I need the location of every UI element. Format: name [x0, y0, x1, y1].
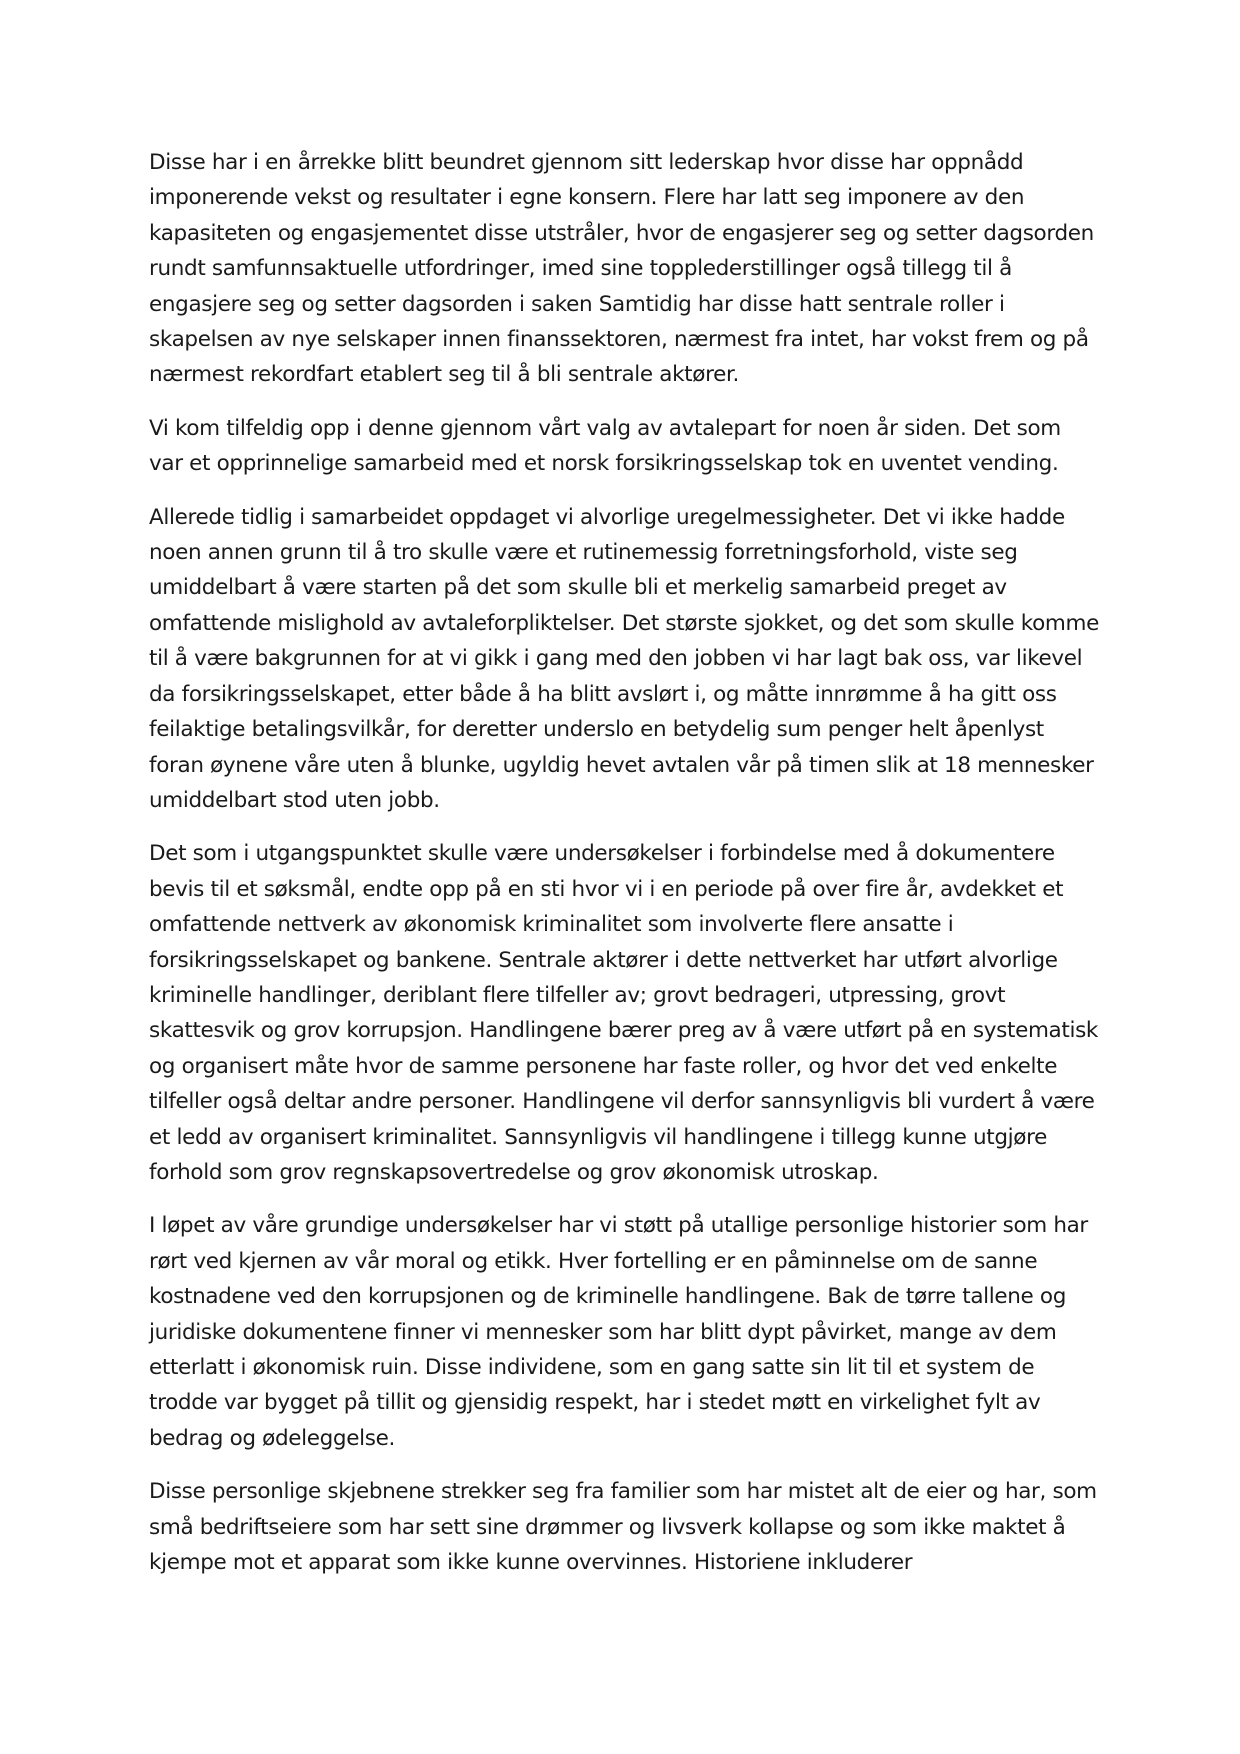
paragraph-5: I løpet av våre grundige undersøkelser har vi støtt på utallige personlige historier som har rørt ved kjernen av vår moral og etikk. Hver fortelling er en påminnelse om de sanne kostnadene ved den korrupsjonen og de kriminelle handlingene. Bak de tørre tallene og juridiske dokumentene finner vi mennesker som har blitt dypt påvirket, mange av dem etterlatt i økonomisk ruin. Disse individene, som en gang satte sin lit til et system de trodde var bygget på tillit og gjensidig respekt, har i stedet møtt en virkelighet fylt av bedrag og ødeleggelse.	[149, 1213, 1088, 1451]
paragraph-3: Allerede tidlig i samarbeidet oppdaget vi alvorlige uregelmessigheter. Det vi ikke hadde noen annen grunn til å tro skulle være et rutinemessig forretningsforhold, viste seg umiddelbart å være starten på det som skulle bli et merkelig samarbeid preget av omfattende mislighold av avtaleforpliktelser. Det største sjokket, og det som skulle komme til å være bakgrunnen for at vi gikk i gang med den jobben vi har lagt bak oss, var likevel da forsikringsselskapet, etter både å ha blitt avslørt i, og måtte innrømme å ha gitt oss feilaktige betalingsvilkår, for deretter underslo en betydelig sum penger helt åpenlyst foran øynene våre uten å blunke, ugyldig hevet avtalen vår på timen slik at 18 mennesker umiddelbart stod uten jobb.	[149, 504, 1099, 813]
document-body	[149, 145, 1099, 1598]
paragraph-1: Disse har i en årrekke blitt beundret gjennom sitt lederskap hvor disse har oppnådd imponerende vekst og resultater i egne konsern. Flere har latt seg imponere av den kapasiteten og engasjementet disse utstråler, hvor de engasjerer seg og setter dagsorden rundt samfunnsaktuelle utfordringer, imed sine topplederstillinger også tillegg til å engasjere seg og setter dagsorden i saken Samtidig har disse hatt sentrale roller i skapelsen av nye selskaper innen finanssektoren, nærmest fra intet, har vokst frem og på nærmest rekordfart etablert seg til å bli sentrale aktører.	[149, 150, 1094, 388]
paragraph-2: Vi kom tilfeldig opp i denne gjennom vårt valg av avtalepart for noen år siden. Det som var et opprinnelige samarbeid med et norsk forsikringsselskap tok en uventet vending.	[149, 415, 1061, 477]
paragraph-4: Det som i utgangspunktet skulle være undersøkelser i forbindelse med å dokumentere bevis til et søksmål, endte opp på en sti hvor vi i en periode på over fire år, avdekket et omfattende nettverk av økonomisk kriminalitet som involverte flere ansatte i forsikringsselskapet og bankene. Sentrale aktører i dette nettverket har utført alvorlige kriminelle handlinger, deriblant flere tilfeller av; grovt bedrageri, utpressing, grovt skattesvik og grov korrupsjon. Handlingene bærer preg av å være utført på en systematisk og organisert måte hvor de samme personene har faste roller, og hvor det ved enkelte tilfeller også deltar andre personer. Handlingene vil derfor sannsynligvis bli vurdert å være et ledd av organisert kriminalitet. Sannsynligvis vil handlingene i tillegg kunne utgjøre forhold som grov regnskapsovertredelse og grov økonomisk utroskap.	[149, 841, 1099, 1185]
paragraph-6: Disse personlige skjebnene strekker seg fra familier som har mistet alt de eier og har, som små bedriftseiere som har sett sine drømmer og livsverk kollapse og som ikke maktet å kjempe mot et apparat som ikke kunne overvinnes. Historiene inkluderer	[149, 1479, 1097, 1576]
